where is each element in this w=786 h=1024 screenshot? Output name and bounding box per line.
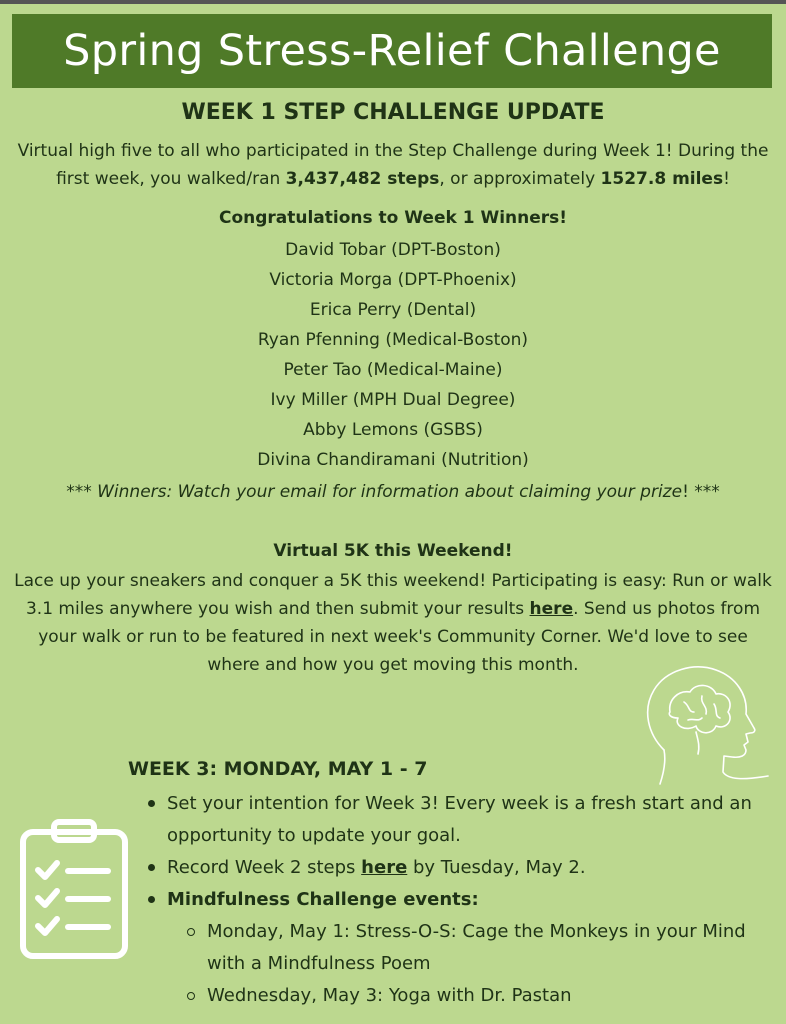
top-border bbox=[0, 0, 786, 4]
bullet-icon bbox=[148, 800, 155, 807]
note-prefix: *** bbox=[66, 482, 98, 502]
bullet-icon bbox=[148, 864, 155, 871]
brain-head-icon bbox=[640, 662, 770, 786]
virtual5k-heading: Virtual 5K this Weekend! bbox=[273, 541, 513, 561]
winner-item: Abby Lemons (GSBS) bbox=[303, 420, 483, 440]
note-italic: Winners: Watch your email for information about claiming your prize bbox=[97, 482, 683, 502]
winner-item: David Tobar (DPT-Boston) bbox=[285, 240, 501, 260]
congrats-heading: Congratulations to Week 1 Winners! bbox=[218, 208, 568, 228]
item-text: Set your intention for Week 3! Every week is a fresh start and an opportunity to update your goal. bbox=[167, 793, 752, 846]
winner-item: Ivy Miller (MPH Dual Degree) bbox=[270, 390, 516, 410]
winner-item: Victoria Morga (DPT-Phoenix) bbox=[269, 270, 517, 290]
list-item bbox=[145, 884, 765, 1012]
virtual5k-text-1: Lace up your sneakers and conquer a 5K this weekend! Participating is easy: Run or walk 3.1 miles anywhere you wish and then submit your results bbox=[14, 571, 772, 619]
winner-item: Erica Perry (Dental) bbox=[309, 300, 477, 320]
intro-text-1: Virtual high five to all who participated in the Step Challenge during Week 1! During the first week, you walked/ran bbox=[17, 141, 769, 189]
winners-list bbox=[0, 235, 786, 475]
winner-item: Divina Chandiramani (Nutrition) bbox=[257, 450, 529, 470]
item-text: by Tuesday, May 2. bbox=[407, 857, 586, 878]
event-text: Wednesday, May 3: Yoga with Dr. Pastan bbox=[207, 985, 572, 1006]
winner-item: Ryan Pfenning (Medical-Boston) bbox=[257, 330, 529, 350]
week3-list bbox=[145, 788, 765, 1012]
steps-total: 3,437,482 steps bbox=[285, 169, 440, 189]
banner-title: Spring Stress-Relief Challenge bbox=[12, 14, 772, 88]
week3-heading: WEEK 3: MONDAY, MAY 1 - 7 bbox=[128, 758, 428, 780]
event-item bbox=[167, 916, 765, 980]
record-steps-link[interactable]: here bbox=[361, 857, 408, 878]
miles-total: 1527.8 miles bbox=[600, 169, 724, 189]
note-suffix: ! *** bbox=[682, 482, 720, 502]
event-item bbox=[167, 980, 765, 1012]
item-text: Record Week 2 steps bbox=[167, 857, 362, 878]
events-list bbox=[167, 916, 765, 1012]
intro-text-3: ! bbox=[723, 169, 730, 189]
winners-note bbox=[0, 482, 786, 502]
item-text: Mindfulness Challenge events: bbox=[167, 889, 479, 910]
intro-text-2: , or approximately bbox=[439, 169, 601, 189]
week1-intro bbox=[14, 137, 772, 193]
circle-bullet-icon bbox=[187, 928, 195, 936]
circle-bullet-icon bbox=[187, 992, 195, 1000]
list-item bbox=[145, 852, 765, 884]
clipboard-checklist-icon bbox=[18, 818, 130, 960]
event-text: Monday, May 1: Stress-O-S: Cage the Monkeys in your Mind with a Mindfulness Poem bbox=[207, 921, 746, 974]
winner-item: Peter Tao (Medical-Maine) bbox=[283, 360, 503, 380]
week1-heading: WEEK 1 STEP CHALLENGE UPDATE bbox=[181, 100, 605, 125]
list-item bbox=[145, 788, 765, 852]
bullet-icon bbox=[148, 896, 155, 903]
submit-results-link[interactable]: here bbox=[529, 599, 574, 619]
virtual5k-text-2: . Send us photos from your walk or run to be featured in next week's Community Corner. We'd love to see where and how you get moving this month. bbox=[38, 599, 761, 675]
